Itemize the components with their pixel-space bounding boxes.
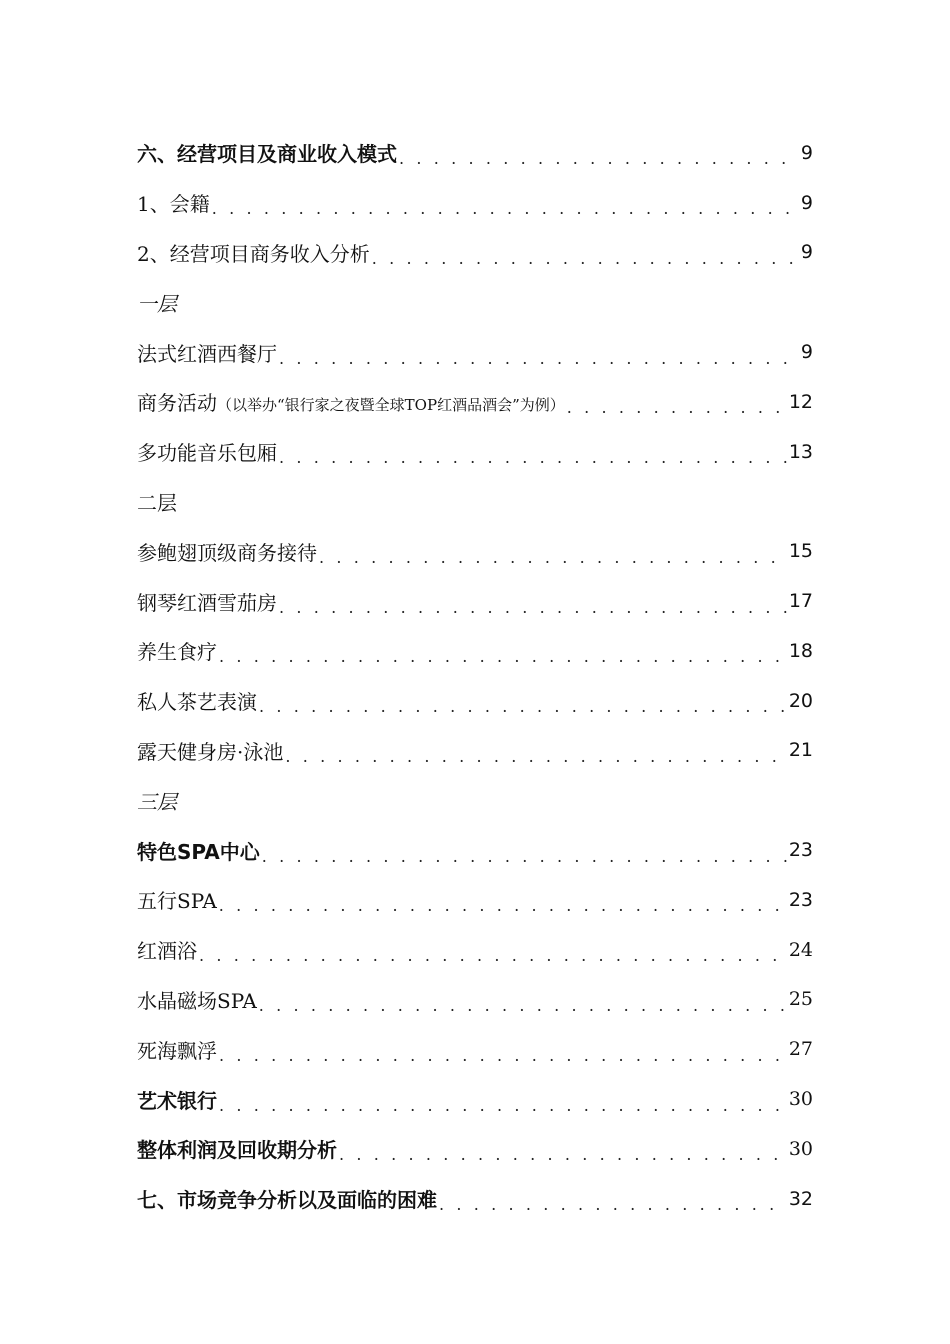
- toc-entry-title: 五行SPA: [137, 889, 217, 914]
- toc-entry-title: [137, 387, 565, 416]
- toc-page-number: 23: [788, 888, 813, 911]
- toc-page-number: 25: [788, 988, 813, 1011]
- toc-leader-dots: [259, 984, 787, 1015]
- toc-entry[interactable]: [137, 975, 813, 1025]
- toc-entry[interactable]: [137, 726, 813, 776]
- toc-entry[interactable]: [137, 1174, 813, 1224]
- toc-entry[interactable]: [137, 427, 813, 477]
- toc-entry-title: 水晶磁场SPA: [137, 988, 257, 1013]
- toc-leader-dots: [219, 884, 787, 915]
- toc-page-number: 20: [788, 689, 813, 712]
- toc-leader-dots: [279, 337, 799, 368]
- toc-page-number: 17: [788, 590, 813, 613]
- toc-entry[interactable]: [137, 1074, 813, 1124]
- toc-page-number: 9: [800, 241, 813, 264]
- toc-entry-title: 七、市场竞争分析以及面临的困难: [137, 1188, 437, 1213]
- toc-page-number: 15: [788, 540, 813, 563]
- toc-page-number: 13: [788, 440, 813, 463]
- toc-page-number: 9: [800, 341, 813, 364]
- toc-entry[interactable]: [137, 377, 813, 427]
- toc-section-heading: 一层: [137, 291, 177, 316]
- toc-entry-title: 露天健身房·泳池: [137, 739, 284, 764]
- toc-section-heading: 三层: [137, 789, 177, 814]
- toc-entry[interactable]: [137, 178, 813, 228]
- toc-leader-dots: [279, 436, 787, 467]
- toc-entry[interactable]: [137, 676, 813, 726]
- toc-leader-dots: [199, 934, 787, 965]
- toc-page-number: 30: [788, 1137, 813, 1160]
- toc-leader-dots: [439, 1183, 787, 1214]
- toc-entry[interactable]: [137, 626, 813, 676]
- toc-entry[interactable]: [137, 228, 813, 278]
- toc-entry-title: 养生食疗: [137, 640, 217, 665]
- toc-entry-title: 钢琴红酒雪茄房: [137, 590, 277, 615]
- toc-leader-dots: [219, 1034, 787, 1065]
- toc-page-number: 23: [788, 839, 813, 862]
- toc-leader-dots: [219, 1084, 787, 1115]
- toc-entry-title: 死海飘浮: [137, 1038, 217, 1063]
- toc-entry-title: 私人茶艺表演: [137, 690, 257, 715]
- toc-entry[interactable]: [137, 1024, 813, 1074]
- toc-leader-dots: [339, 1133, 787, 1164]
- toc-entry[interactable]: [137, 875, 813, 925]
- toc-page-number: 30: [788, 1088, 813, 1111]
- toc-entry-title: 1、会籍: [137, 192, 210, 217]
- toc-entry[interactable]: [137, 925, 813, 975]
- toc-page-number: 24: [788, 938, 813, 961]
- toc-page-number: 18: [788, 639, 813, 662]
- toc-leader-dots: [262, 835, 787, 866]
- toc-entry-note: （以举办“银行家之夜暨全球TOP红酒品酒会”为例）: [217, 396, 565, 415]
- toc-entry-main-title: 商务活动: [137, 391, 217, 416]
- toc-leader-dots: [279, 586, 787, 617]
- toc-entry-title: 多功能音乐包厢: [137, 441, 277, 466]
- toc-entry-title: 2、经营项目商务收入分析: [137, 241, 370, 266]
- toc-leader-dots: [219, 635, 787, 666]
- toc-entry[interactable]: [137, 526, 813, 576]
- toc-entry[interactable]: [137, 1124, 813, 1174]
- toc-entry-title: 参鲍翅顶级商务接待: [137, 540, 317, 565]
- toc-page-number: 32: [788, 1187, 813, 1210]
- toc-leader-dots: [285, 735, 786, 766]
- toc-entry-title: 法式红酒西餐厅: [137, 341, 277, 366]
- toc-entry[interactable]: [137, 825, 813, 875]
- toc-entry-title: 艺术银行: [137, 1088, 217, 1113]
- toc-leader-dots: [259, 685, 787, 716]
- toc-leader-dots: [372, 237, 799, 268]
- toc-entry[interactable]: [137, 576, 813, 626]
- toc-entry[interactable]: [137, 128, 813, 178]
- toc-entry-title: 整体利润及回收期分析: [137, 1138, 337, 1163]
- toc-page-number: 9: [800, 191, 813, 214]
- toc-page-number: 12: [788, 390, 813, 413]
- toc-entry-title: 特色SPA中心: [137, 839, 260, 864]
- toc-leader-dots: [212, 187, 799, 218]
- toc-entry[interactable]: [137, 327, 813, 377]
- toc-leader-dots: [319, 536, 787, 567]
- toc-leader-dots: [567, 386, 787, 417]
- toc-entry-title: 红酒浴: [137, 939, 197, 964]
- table-of-contents: [137, 128, 813, 1224]
- toc-entry-title: 六、经营项目及商业收入模式: [137, 142, 397, 167]
- toc-page-number: 27: [788, 1038, 813, 1061]
- toc-leader-dots: [399, 137, 799, 168]
- toc-section-heading: 二层: [137, 490, 177, 515]
- toc-page-number: 9: [800, 141, 813, 164]
- toc-page-number: 21: [788, 739, 813, 762]
